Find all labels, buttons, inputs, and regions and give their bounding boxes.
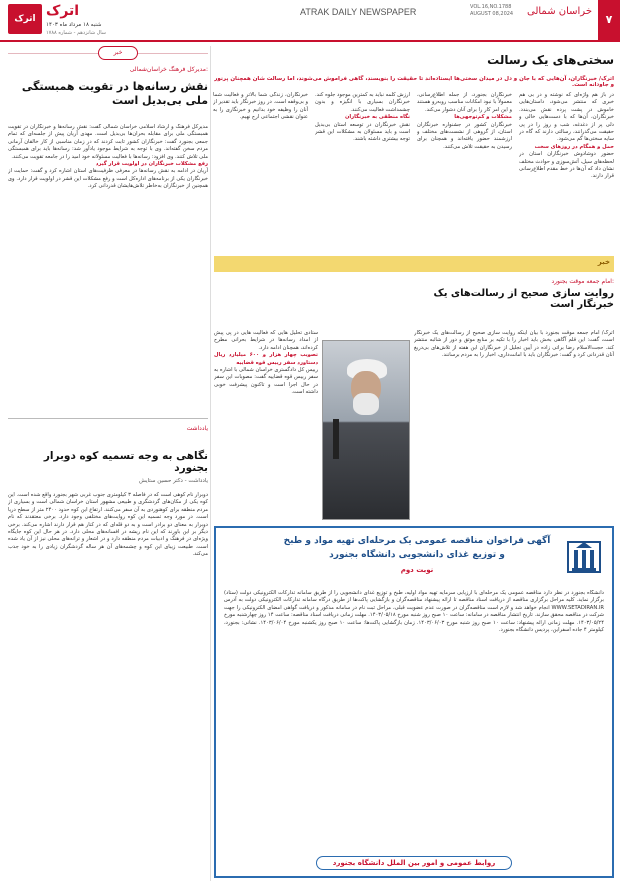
ad-title: آگهی فراخوان مناقصه عمومی یک مرحله‌ای تهیه مواد و طبخ [283, 536, 551, 546]
article-body [214, 330, 318, 520]
article-paragraph: نقش خبرنگاران در توسعه استان بی‌بدیل است و باید مسئولان به مشکلات این قشر توجه بیشتری داشته باشند. [315, 121, 410, 143]
article-paragraph: خبرنگاران کشور در جشنواره خبرنگاران استان، از گروهی از نشست‌های مختلف و ارزشمند حضور یافته‌اند و همچنان برای رسیدن به حقیقت تلاش می‌کنند. [417, 121, 512, 150]
section-divider [8, 418, 208, 419]
article-paragraph: دوبرار نام کوهی است که در فاصله ۳ کیلومتری جنوب غربی شهر بجنورد واقع شده است. این کوه یکی از مکان‌های گردشگری و طبیعی مشهور استان خراسان شمالی است و بسیاری از مردم منطقه برای کوهنوردی به آن سفر می‌کنند. ارتفاع این کوه حدود ۲۴۰۰ متر از سطح دریا است. در مورد وجه تسمیه این کوه روایت‌های مختلفی وجود دارد. برخی معتقدند که نام دوبرار به معنای دو برادر است و به دو قله‌ای که در کنار هم قرار دارند اشاره می‌کند. برخی دیگر بر این باورند که این نام ریشه در افسانه‌های محلی دارد. در هر حال این کوه جایگاه ویژه‌ای در فرهنگ و ادبیات مردم منطقه دارد و در اشعار و ترانه‌های محلی نیز از آن یاد شده است. طبیعت زیبای این کوه و چشمه‌های آن هر ساله گردشگران زیادی را به خود جذب می‌کند. [8, 492, 208, 558]
news-section-banner [214, 256, 614, 272]
article-kicker: مدیرکل فرهنگ خراسان‌شمالی: [129, 66, 208, 73]
article-body [414, 330, 614, 520]
article-paragraph: رییس کل دادگستری خراسان شمالی با اشاره به سفر رییس قوه قضاییه گفت: مصوبات این سفر در حال اجرا است و تاکنون پیشرفت خوبی داشته است. [214, 367, 318, 396]
article-subhead: رفع مشکلات خبرنگاران در اولویت قرار گیرد [95, 161, 208, 168]
article-paragraph: ستادی تحلیل هایی که فعالیت هایی در پی پیش از امداد رسانه‌ها در شرایط بحرانی مطرح کرده‌اند، همچنان ادامه دارد. [214, 330, 318, 351]
article-headline: نگاهی به وجه تسمیه کوه دوبرار بجنورد [43, 450, 208, 474]
ad-paragraph: دانشگاه بجنورد در نظر دارد مناقصه عمومی یک مرحله‌ای با ارزیابی سرمایه تهیه مواد اولیه، طبخ و توزیع غذای دانشجویی را از طریق سامانه تدارکات الکترونیکی دولت (ستاد) برگزار نماید. کلیه مراحل برگزاری مناقصه از دریافت اسناد مناقصه تا ارائه پیشنهاد مناقصه‌گران و بازگشایی پاکت‌ها از طریق درگاه سامانه تدارکات الکترونیکی دولت به آدرس WWW.SETADIRAN.IR انجام خواهد شد و لازم است مناقصه‌گران در صورت عدم عضویت قبلی، مراحل ثبت نام در سامانه مذکور و دریافت گواهی امضای الکترونیکی را جهت شرکت در مناقصه محقق سازند. تاریخ انتشار مناقصه در سامانه: ساعت ۱۰ صبح روز شنبه مورخ ۱۴۰۳/۰۵/۱۸. مهلت زمانی دریافت اسناد مناقصه: ساعت ۱۴ روز چهارشنبه مورخ ۱۴۰۳/۰۵/۲۴. مهلت زمانی ارائه پیشنهاد: ساعت ۱۰ صبح روز شنبه مورخ ۱۴۰۳/۰۶/۰۳. زمان بازگشایی پاکت‌ها: ساعت ۱۰ صبح روز یکشنبه مورخ ۱۴۰۳/۰۶/۰۴. نشانی: بجنورد، کیلومتر ۴ جاده اسفراین، پردیس دانشگاه بجنورد. [224, 590, 604, 634]
article-headline: روایت سازی صحیح از رسالت‌های یک خبرنگار است [433, 288, 614, 310]
article-paragraph: در باز هم واژه‌ای که نوشته و در بی هم خبری که منتشر می‌شود، داستان‌هایی خاموش در پشت پرده نقش می‌بندد. خبرنگاران، آن‌ها که با دست‌هایی خالی و دلی پر از دغدغه، شب و روز را در پی حقیقت می‌گذرانند، رسالتی دارند که گاه در سایه سختی‌ها گم می‌شود. [519, 92, 614, 143]
article-subhead: نگاه منطقی به خبرنگاران [344, 114, 410, 121]
newspaper-name-en: ATRAK DAILY NEWSPAPER [300, 7, 417, 17]
newspaper-name-fa: اترک [46, 3, 80, 19]
university-logo-icon [564, 536, 604, 578]
region-label: خراسان شمالی [526, 6, 592, 17]
section-tag: خبر [98, 46, 138, 60]
article-paragraph: ارزش کلمه نباید به کمترین موجود جلوه کند. خبرنگاران بسیاری با انگیزه و بدون چشمداشت فعالیت می‌کنند. [315, 92, 410, 113]
article-paragraph: مدیرکل فرهنگ و ارشاد اسلامی خراسان شمالی گفت: نقش رسانه‌ها و خبرنگاران در تقویت همبستگی ملی برای مقابله بحران‌ها بی‌بدیل است. مهدی آریان پیش از جلسه‌ای که تمام جمعی بجنورد گفت: خبرنگاران کشور ثابت کردند که در زمان مناسبی از کار خالقان آرمانی مردم سخن گفته‌اند. وی با توجه به شرایط موجود یادآور شد: رسانه‌ها باید برای همبستگی ملی تلاش کنند. وی افزود: رسانه‌ها با فعالیت مسئولانه خود امید را در جامعه تقویت می‌کنند. [8, 124, 208, 160]
left-column [8, 46, 208, 761]
page-number: ۷ [598, 0, 620, 40]
article-paragraph: خبرنگاران، زندگی شما بالاتر و فعالیت شما و بی‌وقفه است. در روز خبرنگار باید تقدیر از آنان را وظیفه خود بدانیم و خبرنگاری را به عنوان نقشی اجتماعی ارج نهیم. [213, 92, 308, 121]
ad-footer: روابط عمومی و امور بین الملل دانشگاه بجنورد [316, 856, 512, 870]
article-kicker: امام جمعه موقت بجنورد: [551, 278, 614, 285]
banner-label: خبر [597, 258, 610, 266]
photo-microphone [333, 419, 339, 459]
main-headline: سختی‌های یک رسالت [487, 53, 614, 67]
article-photo [322, 340, 410, 520]
photo-beard [353, 393, 379, 415]
main-column [213, 92, 308, 254]
tender-advertisement [214, 526, 614, 878]
ad-title: و توزیع غذای دانشجویی دانشگاه بجنورد [329, 550, 505, 560]
main-column [315, 92, 410, 254]
article-headline: نقش رسانه‌ها در تقویت همبستگی ملی بی‌بدیل است [21, 80, 208, 107]
article-author: یادداشت - دکتر حسین ستایش [138, 478, 208, 484]
column-rule [210, 46, 211, 881]
article-subhead: حمل و همگام در روزهای سخت [534, 143, 614, 150]
issue-number: سال شانزدهم - شماره ۱۷۸۸ [46, 30, 106, 36]
main-lead: اترک/ خبرنگاران، آن‌هایی که با جان و دل در میدان سختی‌ها ایستاده‌اند تا حقیقت را بنویسند، گاهی فراموش می‌شوند، اما رسالت شان همچنان پرنور و جاودانه است. [214, 76, 614, 88]
main-column [519, 92, 614, 254]
article-paragraph: اترک/ امام جمعه موقت بجنورد با بیان اینکه روایت سازی صحیح از رسالت‌های یک خبرنگار است، گفت: این قلم آگاهی بخش باید اخبار را با تکیه بر منابع موثق و دور از شائبه منتشر کند. حجت‌الاسلام رضا براتی زاده در آیین تجلیل از خبرنگاران این هفته از تلاش‌های بی‌دریغ آنان قدردانی کرد و گفت: خبرنگاران باید با امانت‌داری، اخبار را به مردم برسانند. [414, 330, 614, 359]
section-tag: یادداشت [186, 425, 208, 432]
volume-date: AUGUST 08,2024 [470, 11, 514, 17]
ad-subtitle: نوبت دوم [400, 566, 434, 574]
article-body [8, 124, 208, 409]
ad-body [224, 590, 604, 840]
article-body [8, 492, 208, 857]
newspaper-logo: اترک [8, 4, 42, 34]
issue-date: شنبه ۱۸ مرداد ماه ۱۴۰۳ [46, 22, 102, 28]
article-subhead: تصویب چهار هزار و ۶۰۰ میلیارد ریال دستاورد سفر رییس قوه قضاییه [214, 352, 318, 366]
volume-number: VOL.16,NO.1788 [470, 4, 512, 10]
article-paragraph: آریان در ادامه به نقش رسانه‌ها در معرفی ظرفیت‌های استان اشاره کرد و گفت: حمایت از خبرنگاران یکی از برنامه‌های اداره‌کل است و رفع مشکلات این قشر در اولویت قرار دارد. وی همچنین از خبرنگاران به‌خاطر تلاش‌هایشان قدردانی کرد. [8, 168, 208, 190]
volume-info [470, 4, 520, 18]
article-paragraph: حضور دوشادوش خبرنگاران استان در لحظه‌های سیل، آتش‌سوزی و حوادث مختلف نشان داد که آن‌ها در خط مقدم اطلاع‌رسانی قرار دارند. [519, 151, 614, 180]
article-subhead: مشکلات و کم‌توجهی‌ها [454, 114, 512, 121]
page-header [0, 0, 620, 42]
main-article-columns [214, 92, 614, 254]
main-column [417, 92, 512, 254]
article-paragraph: خبرنگاران بجنورد، از جمله اطلاع‌رسانی، معمولاً با نبود امکانات مناسب روبه‌رو هستند و این امر کار را برای آنان دشوار می‌کند. [417, 92, 512, 113]
